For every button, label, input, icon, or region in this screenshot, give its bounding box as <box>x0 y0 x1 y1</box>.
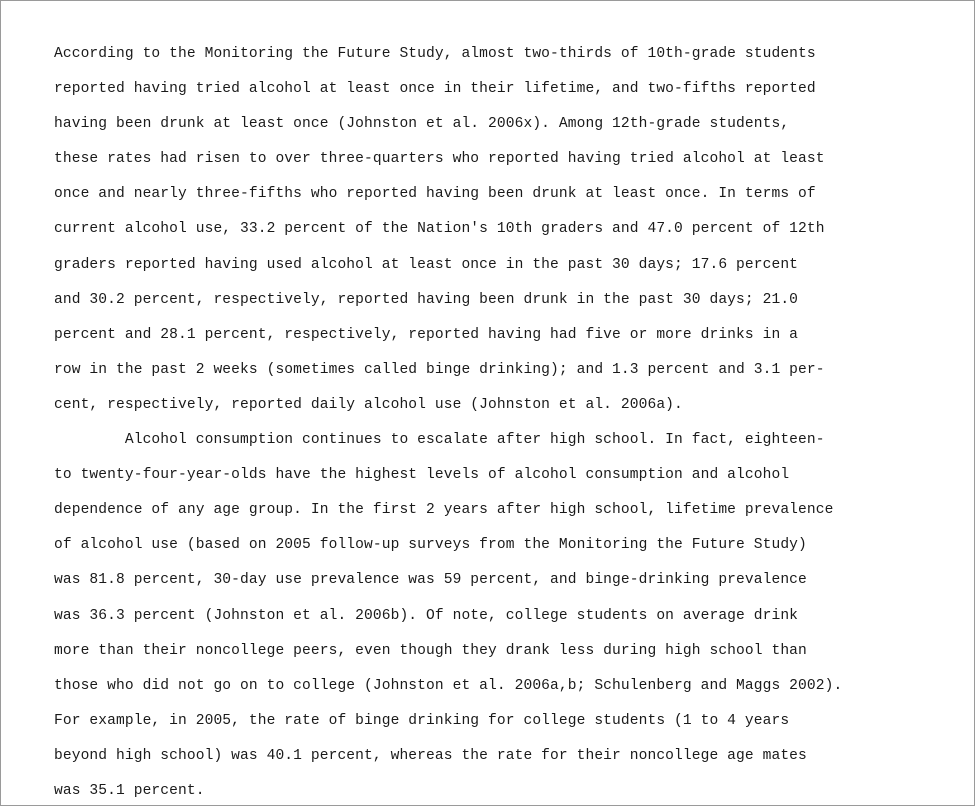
text-line: cent, respectively, reported daily alcohol use (Johnston et al. 2006a). <box>54 396 683 413</box>
text-line: row in the past 2 weeks (sometimes called binge drinking); and 1.3 percent and 3.1 per- <box>54 361 825 378</box>
text-line: was 81.8 percent, 30-day use prevalence was 59 percent, and binge-drinking prevalence <box>54 572 807 589</box>
text-line: reported having tried alcohol at least once in their lifetime, and two-fifths reported <box>54 81 816 98</box>
text-line: beyond high school) was 40.1 percent, whereas the rate for their noncollege age mates <box>54 747 807 764</box>
text-line: once and nearly three-fifths who reported having been drunk at least once. In terms of <box>54 186 816 203</box>
text-line: of alcohol use (based on 2005 follow-up surveys from the Monitoring the Future Study) <box>54 537 807 554</box>
paragraph-2 <box>54 427 934 806</box>
text-line: and 30.2 percent, respectively, reported having been drunk in the past 30 days; 21.0 <box>54 291 799 308</box>
text-line: having been drunk at least once (Johnston et al. 2006x). Among 12th-grade students, <box>54 116 790 133</box>
paragraph-1 <box>54 41 934 427</box>
text-line: graders reported having used alcohol at least once in the past 30 days; 17.6 percent <box>54 256 799 273</box>
text-line: For example, in 2005, the rate of binge drinking for college students (1 to 4 years <box>54 712 790 729</box>
text-line: Alcohol consumption continues to escalate after high school. In fact, eighteen- <box>54 432 825 449</box>
text-line: these rates had risen to over three-quarters who reported having tried alcohol at least <box>54 151 825 168</box>
text-line: current alcohol use, 33.2 percent of the Nation's 10th graders and 47.0 percent of 12th <box>54 221 825 238</box>
text-line: was 35.1 percent. <box>54 782 205 799</box>
text-line: dependence of any age group. In the first 2 years after high school, lifetime prevalence <box>54 502 834 519</box>
document-body <box>54 41 934 806</box>
text-line: to twenty-four-year-olds have the highest levels of alcohol consumption and alcohol <box>54 467 790 484</box>
text-line: According to the Monitoring the Future Study, almost two-thirds of 10th-grade students <box>54 46 816 62</box>
text-line: more than their noncollege peers, even though they drank less during high school than <box>54 642 807 659</box>
text-line: was 36.3 percent (Johnston et al. 2006b). Of note, college students on average drink <box>54 607 799 624</box>
text-line: those who did not go on to college (Johnston et al. 2006a,b; Schulenberg and Maggs 2002). <box>54 677 843 694</box>
text-line: percent and 28.1 percent, respectively, reported having had five or more drinks in a <box>54 326 799 343</box>
